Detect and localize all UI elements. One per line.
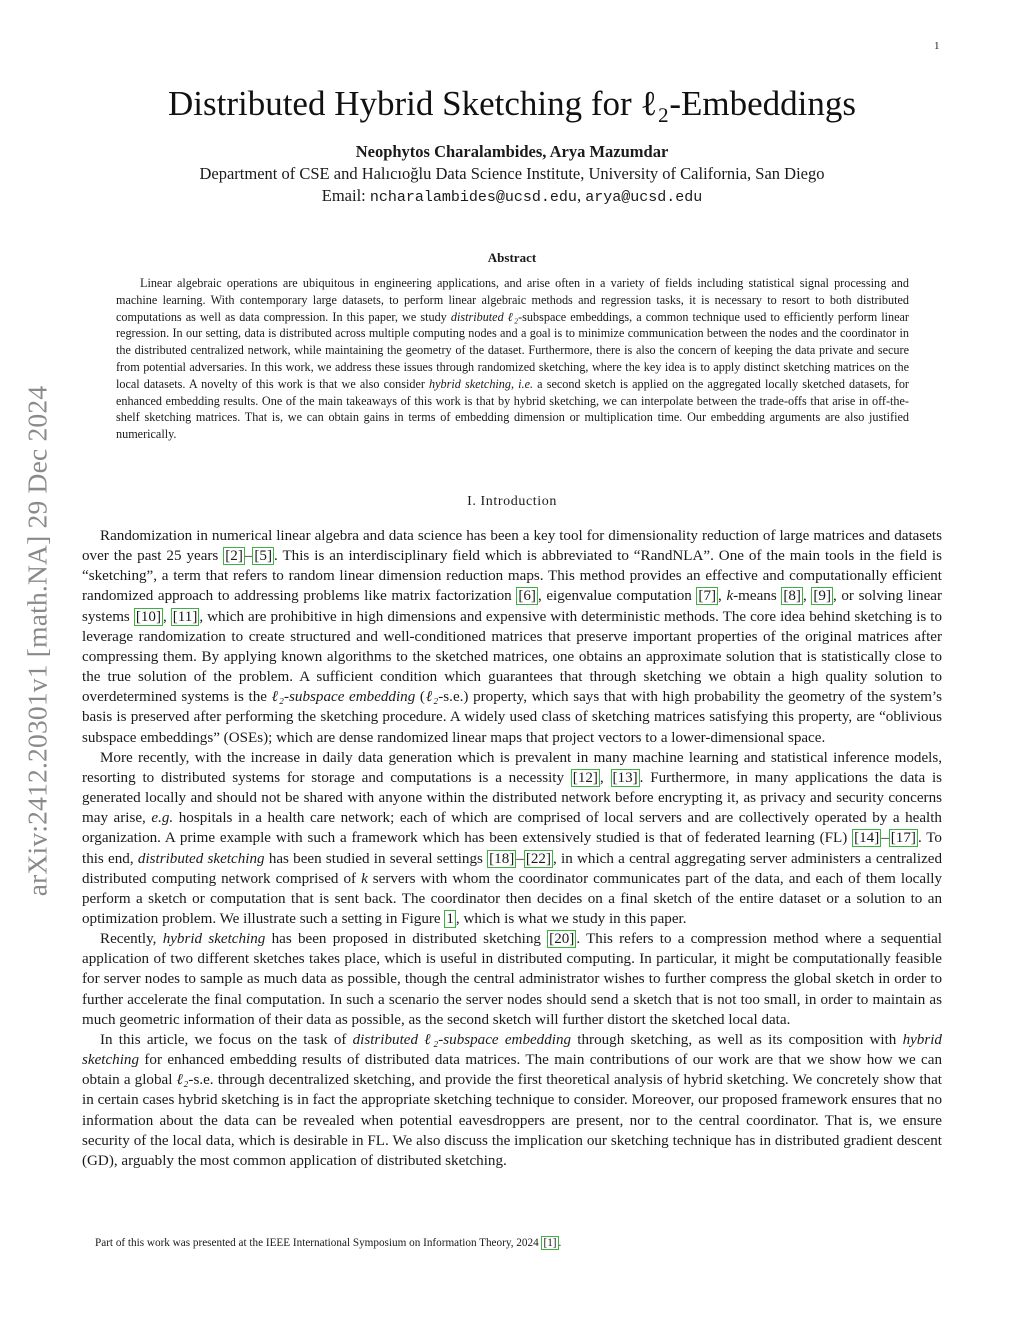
emphasis: distributed ℓ₂: [450, 309, 519, 324]
body-text: -means: [733, 588, 782, 605]
citation-link[interactable]: [14]: [854, 830, 880, 847]
citation-link[interactable]: [7]: [698, 588, 717, 605]
citation-link[interactable]: [18]: [489, 850, 515, 867]
body-text: (: [415, 689, 425, 706]
author-name: Arya Mazumdar: [549, 142, 669, 161]
body-text: -s.e. through decentralized sketching, and provide the first theoretical analysis of hybrid sketching. We concretely show that in certain cases hybrid sketching is in fact the appropriate sketching technique to consider. Moreover, our proposed framework ensures that no information about the data can be revealed when potential eavesdroppers are present, nor to the central coordinator. That is, we ensure security of the local data, which is desirable in FL. We also discuss the implication our sketching technique has in distributed gradient descent (GD), arguably the most common application of distributed sketching.: [82, 1072, 942, 1169]
math-variable: k: [361, 870, 368, 887]
introduction-paragraph-3: [82, 929, 942, 1030]
introduction-paragraph-1: [82, 526, 942, 748]
citation-link[interactable]: [1]: [543, 1237, 557, 1249]
math-symbol: ℓ₂: [176, 1072, 189, 1089]
emphasis: distributed sketching: [137, 850, 265, 867]
figure-reference-link[interactable]: 1: [446, 910, 454, 927]
body-text: . This refers to a compression method where a sequential application of two different sketches takes place, which is useful in distributed computing. In particular, it might be computationally feasible for server nodes to sample as much data as possible, though the central administrator wishes to further compress the global sketch in order to further accelerate the final computation. In such a scenario the server nodes should send a sketch that is not too small, in order to maintain as much geometric information of their data as possible, as the second sketch will further distort the sketched local data.: [82, 931, 942, 1028]
citation-link[interactable]: [10]: [135, 608, 161, 625]
body-text: -s.e.) property, which says that with high probability the geometry of the system’s basis is preserved after performing the sketching procedure. A widely used class of sketching matrices satisfying this property, are “oblivious subspace embeddings” (OSEs); which are dense randomized linear maps that project vectors to a lower-dimensional space.: [82, 689, 943, 746]
body-text: hospitals in a health care network; each of which are comprised of local servers and are collectively operated by a health organization. A prime example with such a framework which has been extensively studied is that of federated learning (FL): [82, 810, 942, 847]
body-text: for enhanced embedding results of distributed data matrices. The main contributions of our work are that we show how we can obtain a global: [82, 1052, 942, 1089]
author-affiliation: Department of CSE and Halıcıoğlu Data Science Institute, University of California, San Diego: [199, 164, 825, 183]
citation-link[interactable]: [22]: [525, 850, 551, 867]
introduction-paragraph-2: [82, 748, 942, 929]
math-variable: k: [726, 588, 734, 605]
body-text: ,: [162, 608, 171, 625]
body-text: Recently,: [100, 931, 163, 948]
citation-link[interactable]: [5]: [254, 548, 273, 565]
body-text: through sketching, as well as its composition with: [571, 1031, 903, 1048]
email-label: Email:: [321, 186, 366, 205]
emphasis: hybrid sketching: [429, 376, 511, 391]
abstract-text: -subspace embeddings, a common technique used to efficiently perform linear regression. In our setting, data is distributed across multiple computing nodes and a goal is to minimize communication between the nodes and the coordinator in the distributed centralized network, while maintaining the geometry of the dataset. Furthermore, there is also the concern of keeping the data private and secure from potential adversaries. In this work, we address these issues through randomized sketching, where the key idea is to apply distinct sketching matrices on the local datasets. A novelty of this work is that we also consider: [116, 309, 909, 391]
section-heading-introduction: I. Introduction: [467, 494, 557, 509]
emphasis: hybrid sketching: [82, 1031, 942, 1069]
abstract-heading: Abstract: [487, 250, 537, 265]
body-text: . This is an interdisciplinary field which is abbreviated to “RandNLA”. One of the main tools in the field is “sketching”, a term that refers to random linear dimension reduction maps. This method provides an effective and computationally efficient randomized approach to addressing problems like matrix factorization: [82, 548, 942, 605]
body-text: ,: [718, 588, 727, 605]
abstract-body: [116, 275, 909, 443]
citation-link[interactable]: [20]: [549, 931, 575, 948]
arxiv-identifier-stamp: [19, 325, 55, 957]
citation-link[interactable]: [2]: [225, 548, 243, 565]
citation-link[interactable]: [11]: [172, 608, 198, 625]
abstract-text: a second sketch is applied on the aggregated locally sketched datasets, for enhanced embedding results. One of the main takeaways of this work is that by hybrid sketching, we can interpolate between the trade-offs that arise in off-the-shelf sketching matrices. That is, we can obtain gains in terms of embedding dimension or multiplication time. Our embedding arguments are also justified numerically.: [116, 376, 909, 442]
body-text: –: [516, 850, 524, 867]
emphasis: distributed ℓ₂-subspace embedding: [352, 1031, 572, 1048]
body-text: –: [244, 548, 253, 565]
email-link[interactable]: ncharalambides@ucsd.edu: [369, 189, 577, 206]
body-text: ,: [802, 588, 812, 605]
body-text: Randomization in numerical linear algebra and data science has been a key tool for dimensionality reduction of large matrices and datasets over the past 25 years: [82, 528, 942, 565]
emphasis: e.g.: [151, 810, 174, 827]
email-link[interactable]: arya@ucsd.edu: [585, 189, 703, 206]
citation-link[interactable]: [6]: [518, 588, 536, 605]
body-text: , in which a central aggregating server administers a centralized distributed computing network comprised of: [82, 850, 943, 887]
contact-emails: Email: ncharalambides@ucsd.edu, arya@ucsd.edu: [321, 186, 703, 206]
body-text: has been studied in several settings: [264, 850, 488, 867]
footnote: [95, 1237, 955, 1249]
author-name: Neophytos Charalambides: [355, 142, 543, 161]
body-text: –: [881, 830, 889, 847]
introduction-paragraph-4: [82, 1030, 942, 1171]
body-text: , or solving linear systems: [82, 588, 943, 625]
arxiv-identifier-text: arXiv:2412.20301v1 [math.NA] 29 Dec 2024: [21, 385, 53, 897]
introduction-body: [82, 526, 942, 1171]
abstract-text: Linear algebraic operations are ubiquitous in engineering applications, and arise often in a variety of fields including statistical signal processing and machine learning. With contemporary large datasets, to perform linear algebraic methods and regression tasks, it is necessary to resort to both distributed computations as well as data compression. In this paper, we study: [116, 276, 909, 324]
emphasis: i.e.: [518, 376, 534, 391]
citation-link[interactable]: [17]: [890, 830, 916, 847]
abstract-text: ,: [511, 376, 519, 391]
body-text: , eigenvalue computation: [537, 588, 697, 605]
body-text: More recently, with the increase in daily data generation which is prevalent in many machine learning and statistical inference models, resorting to distributed systems for storage and computations is a necessity: [82, 749, 942, 786]
body-text: , which is what we study in this paper.: [455, 910, 687, 927]
math-symbol: ℓ₂: [424, 689, 439, 706]
body-text: . Furthermore, in many applications the data is generated locally and should not be shared with anyone within the distributed network before encrypting it, as privacy and security concerns may arise,: [82, 769, 943, 827]
body-text: has been proposed in distributed sketching: [265, 931, 548, 948]
citation-link[interactable]: [9]: [813, 588, 831, 605]
citation-link[interactable]: [8]: [783, 588, 801, 605]
citation-link[interactable]: [12]: [572, 769, 598, 786]
citation-link[interactable]: [13]: [612, 769, 638, 786]
paper-title: Distributed Hybrid Sketching for ℓ₂-Embeddings: [167, 84, 857, 123]
body-text: servers with whom the coordinator communicates part of the data, and each of them locally perform a sketch or computation that is sent back. The coordinator then decides on a final sketch of the entire dataset or a solution to an optimization problem. We illustrate such a setting in Figure: [82, 870, 942, 927]
emphasis: hybrid sketching: [162, 931, 266, 948]
footnote-text: .: [558, 1237, 562, 1249]
body-text: , which are prohibitive in high dimensions and expensive with deterministic methods. The core idea behind sketching is to leverage randomization to create structured and well-conditioned matrices that preserve important properties of the original matrices after compressing them. By applying known algorithms to the sketched matrices, one obtains an approximate solution that is statistically close to the true solution of the problem. A sufficient condition which guarantees that through sketching we obtain a high quality solution to overdetermined systems is the: [82, 608, 943, 706]
body-text: In this article, we focus on the task of: [100, 1031, 353, 1048]
page-number: 1: [934, 40, 940, 52]
body-text: ,: [599, 769, 611, 786]
body-text: . To this end,: [82, 830, 942, 867]
author-list: Neophytos Charalambides, Arya Mazumdar: [355, 142, 669, 161]
emphasis: ℓ₂-subspace embedding: [271, 689, 416, 706]
footnote-text: Part of this work was presented at the IEEE International Symposium on Information Theory, 2024: [95, 1237, 542, 1249]
